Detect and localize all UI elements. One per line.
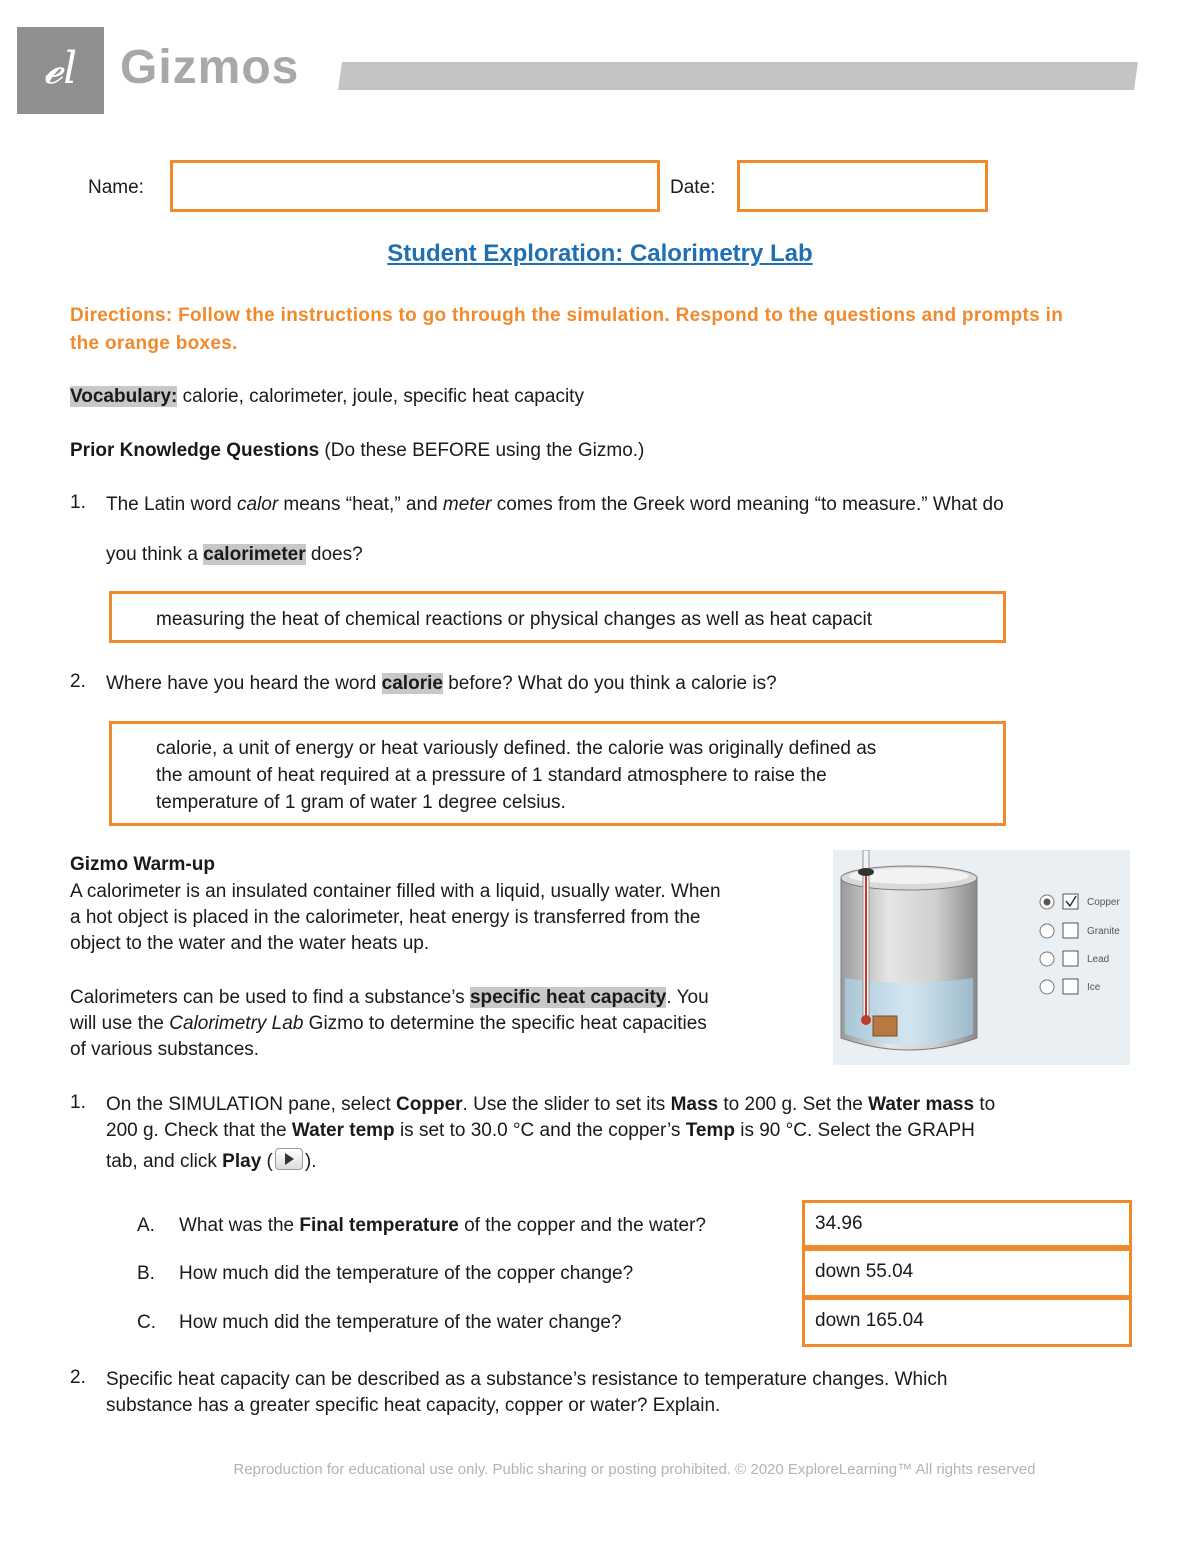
term-specific-heat-capacity: specific heat capacity (469, 987, 667, 1008)
part-b-letter: B. (137, 1263, 155, 1284)
name-label: Name: (88, 177, 144, 198)
question-1-text: The Latin word calor means “heat,” and meter comes from the Greek word meaning “to measure.” What do (106, 494, 1004, 515)
answer-1-text: measuring the heat of chemical reactions or physical changes as well as heat capacit (156, 609, 873, 630)
warmup-heading: Gizmo Warm-up (70, 854, 215, 875)
directions: Directions: Follow the instructions to go through the simulation. Respond to the questions and prompts in the orange boxes. (70, 305, 1064, 354)
part-a-question: What was the Final temperature of the copper and the water? (179, 1215, 706, 1236)
svg-text:Ice: Ice (1087, 982, 1101, 993)
activity-1-text: On the SIMULATION pane, select Copper. Use the slider to set its Mass to 200 g. Set the Water mass to 200 g. Check that the Water temp is set to 30.0 °C and the copper’s Temp is 90 °C. Select the GRAPH tab, and click Play ( ). (106, 1094, 996, 1172)
part-a-answer[interactable]: 34.96 (802, 1200, 1132, 1248)
page-title: Student Exploration: Calorimetry Lab (387, 240, 813, 267)
part-a-letter: A. (137, 1215, 155, 1236)
logo-mark: 𝓮l (43, 43, 78, 94)
explorelearning-logo (17, 27, 104, 114)
date-field[interactable] (737, 160, 988, 212)
prior-knowledge-note: (Do these BEFORE using the Gizmo.) (319, 440, 645, 461)
copyright-footer: Reproduction for educational use only. Public sharing or posting prohibited. © 2020 ExploreLearning™ All rights reserved (233, 1461, 1036, 1478)
question-2-number: 2. (70, 671, 86, 692)
warmup-paragraph-2: Calorimeters can be used to find a substance’s specific heat capacity. You will use the Calorimetry Lab Gizmo to determine the specific heat capacities of various substances. (70, 987, 709, 1060)
question-1-text-line2: you think a calorimeter does? (106, 544, 363, 565)
name-field[interactable] (170, 160, 660, 212)
answer-2-text: calorie, a unit of energy or heat variously defined. the calorie was originally defined as the amount of heat required at a pressure of 1 standard atmosphere to raise the temperature of 1 gram of water 1 degree celsius. (156, 738, 877, 813)
question-1-number: 1. (70, 492, 86, 513)
prior-knowledge-title: Prior Knowledge Questions (70, 440, 320, 461)
question-2-text: Where have you heard the word calorie before? What do you think a calorie is? (106, 673, 777, 694)
term-calorie: calorie (381, 673, 443, 694)
part-b-question: How much did the temperature of the copper change? (179, 1263, 634, 1284)
part-c-question: How much did the temperature of the water change? (179, 1312, 622, 1333)
warmup-paragraph-1: A calorimeter is an insulated container filled with a liquid, usually water. When a hot object is placed in the calorimeter, heat energy is transferred from the object to the water and the water heats up. (70, 881, 721, 954)
svg-text:Lead: Lead (1087, 954, 1110, 965)
term-calorimeter: calorimeter (203, 544, 306, 565)
brand-name: Gizmos (120, 41, 300, 94)
header-bar (338, 62, 1138, 90)
date-label: Date: (670, 177, 716, 198)
answer-box-2[interactable] (109, 721, 1006, 826)
answer-box-1[interactable] (109, 591, 1006, 643)
activity-2-number: 2. (70, 1367, 86, 1388)
vocabulary-terms: calorie, calorimeter, joule, specific heat capacity (177, 386, 584, 407)
part-c-letter: C. (137, 1312, 156, 1333)
vocabulary-label: Vocabulary: (70, 386, 178, 407)
calorimeter-simulation-image (833, 850, 1130, 1065)
activity-2-text: Specific heat capacity can be described as a substance’s resistance to temperature changes. Which substance has a greater specific heat capacity, copper or water? Explain. (106, 1369, 948, 1416)
calorimeter-illustration (833, 850, 1130, 1065)
svg-text:Granite: Granite (1087, 926, 1120, 937)
play-icon (275, 1148, 303, 1170)
prior-knowledge-heading (70, 438, 644, 464)
activity-1-number: 1. (70, 1092, 86, 1113)
svg-text:Copper: Copper (1087, 897, 1120, 908)
vocabulary (70, 384, 584, 410)
part-b-answer[interactable]: down 55.04 (802, 1248, 1132, 1298)
part-c-answer[interactable]: down 165.04 (802, 1297, 1132, 1347)
